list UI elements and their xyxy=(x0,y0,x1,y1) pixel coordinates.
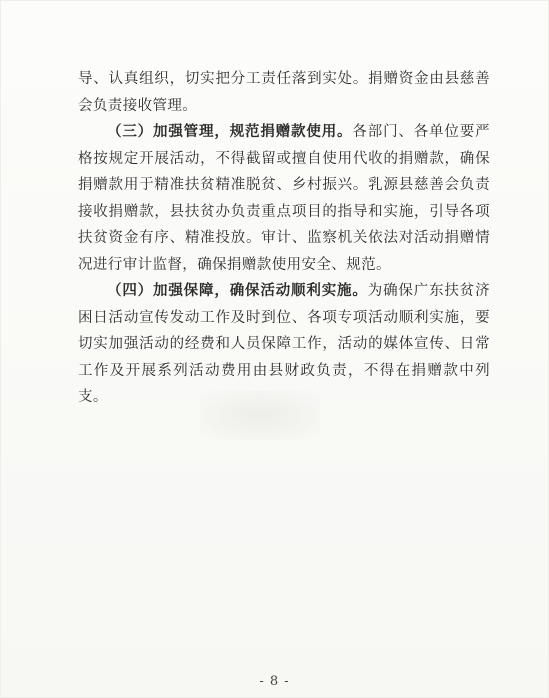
paragraph-continuation xyxy=(78,66,490,119)
section-heading: （三）加强管理，规范捐赠款使用。 xyxy=(107,123,353,140)
paragraph-section-3 xyxy=(78,119,490,278)
page-number: - 8 - xyxy=(259,674,290,689)
paragraph-text: 各部门、各单位要严格按规定开展活动，不得截留或擅自使用代收的捐赠款，确保捐赠款用于精准扶贫精准脱贫、乡村振兴。乳源县慈善会负责接收捐赠款，县扶贫办负责重点项目的指导和实施，引导各项扶贫资金有序、精准投放。审计、监察机关依法对活动捐赠情况进行审计监督，确保捐赠款使用安全、规范。 xyxy=(78,124,490,273)
paragraph-section-4 xyxy=(78,278,490,411)
paragraph-text: 为确保广东扶贫济困日活动宣传发动工作及时到位、各项专项活动顺利实施，要切实加强活动的经费和人员保障工作，活动的媒体宣传、日常工作及开展系列活动费用由县财政负责，不得在捐赠款中列支。 xyxy=(78,283,490,405)
body-text xyxy=(78,66,490,411)
section-heading: （四）加强保障，确保活动顺利实施。 xyxy=(107,282,368,299)
paragraph-text: 导、认真组织，切实把分工责任落到实处。捐赠资金由县慈善会负责接收管理。 xyxy=(78,71,490,114)
